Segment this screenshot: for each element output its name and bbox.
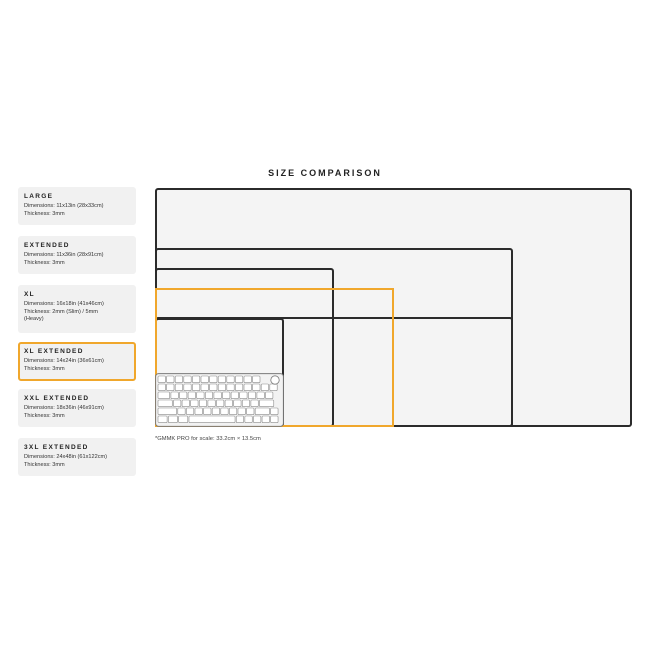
keycap xyxy=(247,408,254,415)
keycap xyxy=(245,416,252,423)
keycap xyxy=(189,416,235,423)
keycap xyxy=(235,376,242,383)
keycap xyxy=(214,392,221,399)
keycap xyxy=(210,384,217,391)
keycap xyxy=(266,392,273,399)
keycap xyxy=(180,392,187,399)
keycap xyxy=(242,400,249,407)
keycap xyxy=(257,392,264,399)
keycap xyxy=(212,408,219,415)
size-name: EXTENDED xyxy=(24,242,70,249)
keycap xyxy=(201,376,208,383)
size-name: XL xyxy=(24,291,35,298)
keycap xyxy=(244,376,251,383)
keycap xyxy=(173,400,180,407)
keycap xyxy=(248,392,255,399)
keycap xyxy=(179,416,188,423)
keycap xyxy=(158,392,170,399)
keycap xyxy=(234,400,241,407)
keycap xyxy=(184,376,191,383)
keycap xyxy=(218,376,225,383)
keycap xyxy=(158,400,172,407)
keycap xyxy=(223,392,230,399)
size-dimensions: Dimensions: 11x13in (28x33cm) xyxy=(24,203,104,209)
keycap xyxy=(236,416,243,423)
keycap xyxy=(244,384,251,391)
keycap xyxy=(186,408,193,415)
keycap xyxy=(158,408,177,415)
keycap xyxy=(253,416,260,423)
size-dimensions: Dimensions: 11x36in (28x91cm) xyxy=(24,252,104,258)
size-option-extended[interactable] xyxy=(18,236,136,274)
keycap xyxy=(259,400,273,407)
keycap xyxy=(271,416,278,423)
keycap xyxy=(158,384,165,391)
keycap xyxy=(221,408,228,415)
keycap xyxy=(204,408,211,415)
size-thickness-heavy: (Heavy) xyxy=(24,316,44,323)
size-option-large[interactable] xyxy=(18,187,136,225)
keycap xyxy=(218,384,225,391)
keycap xyxy=(271,408,278,415)
size-dimensions: Dimensions: 24x48in (61x122cm) xyxy=(24,454,108,460)
keycap xyxy=(229,408,236,415)
size-option-xl[interactable] xyxy=(18,285,136,333)
keycap xyxy=(240,392,247,399)
keycap xyxy=(168,416,177,423)
size-option-xl-extended[interactable] xyxy=(18,342,136,381)
keycap xyxy=(201,384,208,391)
keycap xyxy=(175,376,182,383)
keycap xyxy=(262,416,269,423)
keycap xyxy=(255,408,269,415)
keycap xyxy=(158,376,165,383)
keycap xyxy=(227,376,234,383)
size-thickness: Thickness: 3mm xyxy=(24,210,65,217)
page-title: SIZE COMPARISON xyxy=(268,168,382,178)
keycap xyxy=(238,408,245,415)
size-option-3xl-extended[interactable] xyxy=(18,438,136,476)
keycap xyxy=(191,400,198,407)
size-name: XXL EXTENDED xyxy=(24,395,90,402)
scale-note: *GMMK PRO for scale: 33.2cm × 13.5cm xyxy=(155,436,261,442)
keycap xyxy=(171,392,178,399)
keycap xyxy=(225,400,232,407)
keycap xyxy=(227,384,234,391)
size-thickness: Thickness: 3mm xyxy=(24,412,65,419)
size-dimensions: Dimensions: 18x36in (46x91cm) xyxy=(24,405,104,411)
keycap xyxy=(182,400,189,407)
keycap xyxy=(158,416,167,423)
keycap xyxy=(188,392,195,399)
size-dimensions: Dimensions: 16x18in (41x46cm) xyxy=(24,301,104,307)
keycap xyxy=(210,376,217,383)
keycap xyxy=(261,384,268,391)
keycap xyxy=(231,392,238,399)
size-name: XL EXTENDED xyxy=(24,348,84,355)
size-thickness: Thickness: 3mm xyxy=(24,365,65,372)
keycap xyxy=(178,408,185,415)
keycap xyxy=(197,392,204,399)
keyboard-scale-icon xyxy=(155,373,284,427)
keycap xyxy=(208,400,215,407)
keycap xyxy=(175,384,182,391)
keycap xyxy=(235,384,242,391)
size-name: LARGE xyxy=(24,193,54,200)
size-thickness: Thickness: 3mm xyxy=(24,259,65,266)
size-dimensions: Dimensions: 14x24in (36x61cm) xyxy=(24,358,104,364)
keycap xyxy=(192,376,199,383)
size-thickness: Thickness: 3mm xyxy=(24,461,65,468)
size-name: 3XL EXTENDED xyxy=(24,444,89,451)
keycap xyxy=(216,400,223,407)
keycap xyxy=(195,408,202,415)
keycap xyxy=(251,400,258,407)
keycap xyxy=(199,400,206,407)
keycap xyxy=(205,392,212,399)
keycap xyxy=(167,376,174,383)
keycap xyxy=(167,384,174,391)
keycap xyxy=(270,384,277,391)
keycap xyxy=(253,384,260,391)
keycap xyxy=(253,376,260,383)
keycap xyxy=(192,384,199,391)
keycap xyxy=(184,384,191,391)
size-thickness: Thickness: 2mm (Slim) / 5mm xyxy=(24,308,98,315)
size-option-xxl-extended[interactable] xyxy=(18,389,136,427)
